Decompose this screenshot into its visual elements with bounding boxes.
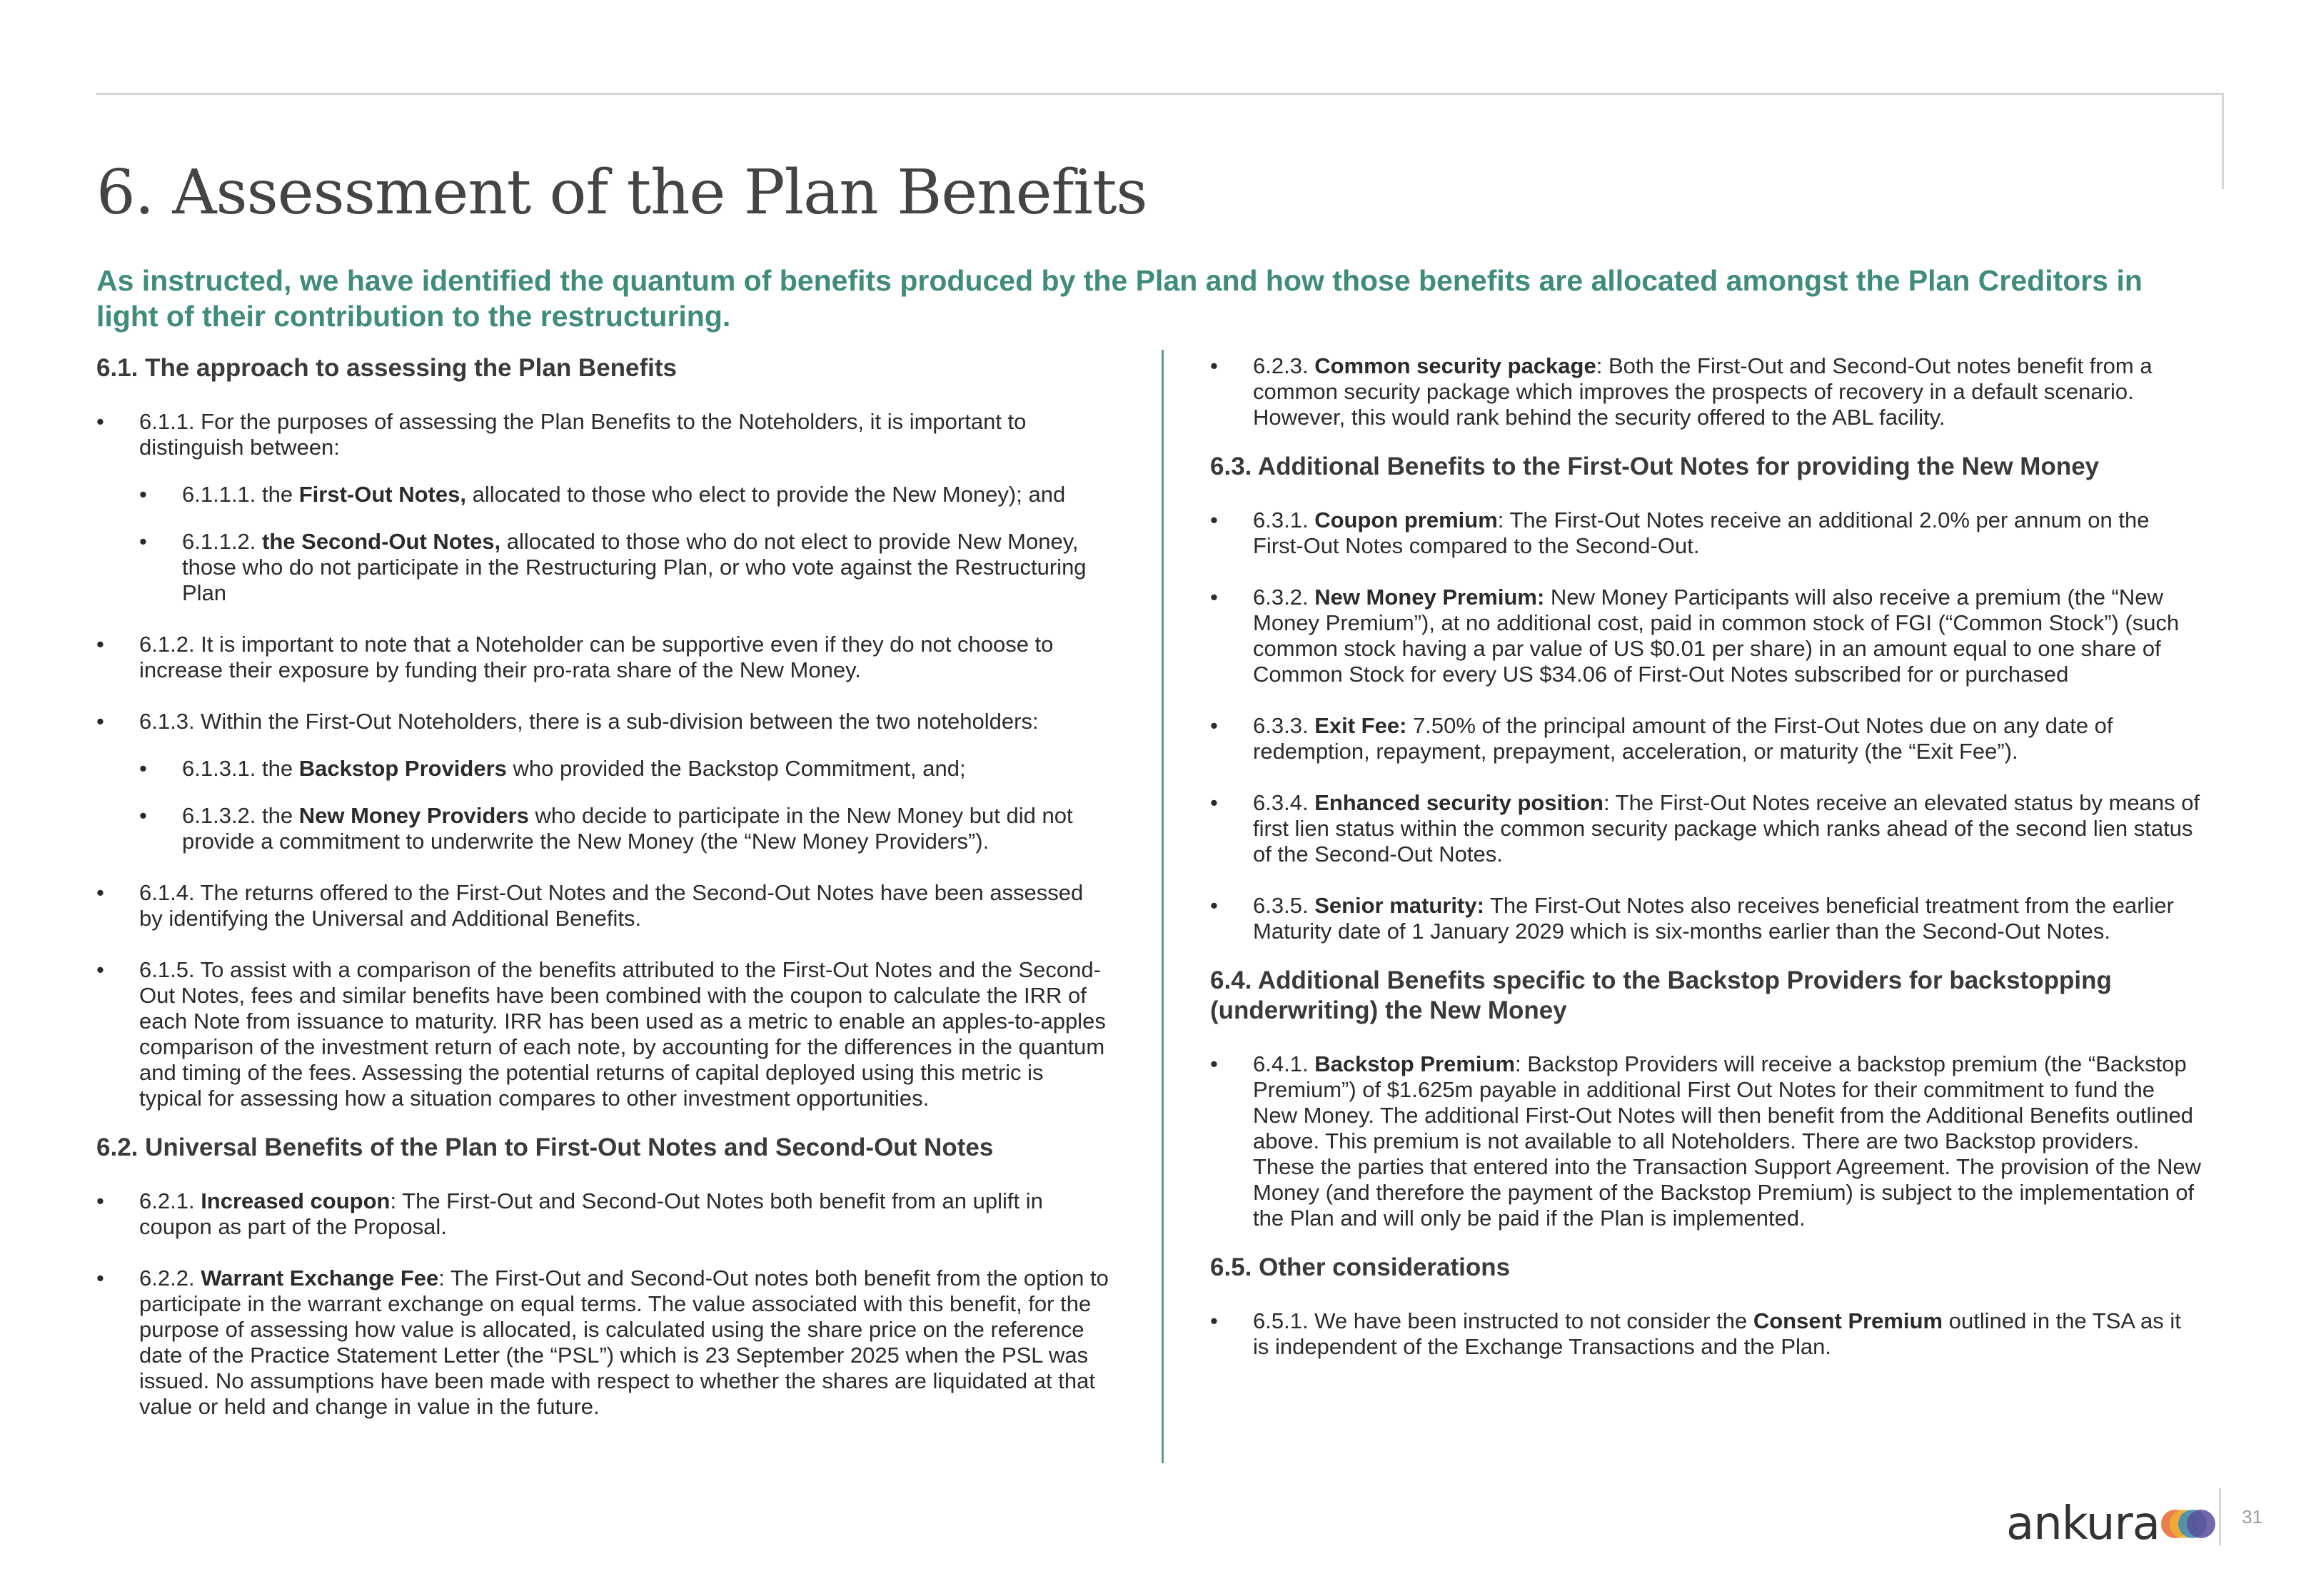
item-6-4-1: • 6.4.1. Backstop Premium: Backstop Providers will receive a backstop premium (the “Backstop Premium”) of $1.625m payable in additional First Out Notes for their commitment to fund the New Money. The additional First-Out Notes will then benefit from the Additional Benefits outlined above. This premium is not available to all Noteholders. There are two Backstop providers. These the parties that entered into the Transaction Support Agreement. The provision of the New Money (and therefore the payment of the Backstop Premium) is subject to the implementation of the Plan and will only be paid if the Plan is implemented. <box>1210 1051 2202 1231</box>
section-6-3-heading: 6.3. Additional Benefits to the First-Out Notes for providing the New Money <box>1210 453 2100 480</box>
sub-list-6-1-1 <box>139 482 1110 606</box>
page-title: 6. Assessment of the Plan Benefits <box>96 157 1147 228</box>
item-6-3-3: • 6.3.3. Exit Fee: 7.50% of the principal amount of the First-Out Notes due on any date of redemption, repayment, prepayment, acceleration, or maturity (the “Exit Fee”). <box>1210 713 2202 764</box>
top-rule-end <box>2222 93 2224 189</box>
item-6-1-4: • 6.1.4. The returns offered to the First-Out Notes and the Second-Out Notes have been assessed by identifying the Universal and Additional Benefits. <box>96 880 1110 931</box>
section-6-4-list <box>1210 1051 2202 1231</box>
section-6-5-heading: 6.5. Other considerations <box>1210 1253 1511 1281</box>
section-6-1-heading: 6.1. The approach to assessing the Plan Benefits <box>96 354 678 382</box>
item-6-1-1: • 6.1.1. For the purposes of assessing the Plan Benefits to the Noteholders, it is important to distinguish between: • 6.1.1.1. the First-Out Notes, allocated to those who elect to provide the New Money); and • 6.1.1.2. the Second-Out Notes, allocated to those who do not elect to provide New Money, those who do not participate in the Restructuring Plan, or who vote against the Restructuring Plan <box>96 409 1110 606</box>
left-column <box>96 353 1110 1420</box>
section-6-2-list-cont <box>1210 353 2202 430</box>
item-6-1-1-2: • 6.1.1.2. the Second-Out Notes, allocated to those who do not elect to provide New Money, those who do not participate in the Restructuring Plan, or who vote against the Restructuring Plan <box>139 529 1110 606</box>
item-6-1-3-1: • 6.1.3.1. the Backstop Providers who provided the Backstop Commitment, and; <box>139 756 1110 782</box>
item-6-5-1: • 6.5.1. We have been instructed to not consider the Consent Premium outlined in the TSA as it is independent of the Exchange Transactions and the Plan. <box>1210 1308 2202 1360</box>
item-6-2-2: • 6.2.2. Warrant Exchange Fee: The First-Out and Second-Out notes both benefit from the option to participate in the warrant exchange on equal terms. The value associated with this benefit, for the purpose of assessing how value is allocated, is calculated using the share price on the reference date of the Practice Statement Letter (the “PSL”) which is 23 September 2025 when the PSL was issued. No assumptions have been made with respect to whether the shares are liquidated at that value or held and change in value in the future. <box>96 1266 1110 1420</box>
top-rule <box>96 93 2224 95</box>
right-column <box>1210 353 2202 1360</box>
page-subtitle: As instructed, we have identified the quantum of benefits produced by the Plan and how those benefits are allocated amongst the Plan Creditors in light of their contribution to the restructuring. <box>96 264 2143 333</box>
section-6-2-list <box>96 1188 1110 1420</box>
logo-wordmark: ankura <box>2006 1497 2160 1550</box>
logo-circles-icon <box>2160 1502 2217 1545</box>
section-6-1-list <box>96 409 1110 1111</box>
section-6-2-heading: 6.2. Universal Benefits of the Plan to First-Out Notes and Second-Out Notes <box>96 1133 994 1161</box>
sub-list-6-1-3 <box>139 756 1110 854</box>
item-6-3-2: • 6.3.2. New Money Premium: New Money Participants will also receive a premium (the “New Money Premium”), at no additional cost, paid in common stock of FGI (“Common Stock”) (such common stock having a par value of US $0.01 per share) in an amount equal to one share of Common Stock for every US $34.06 of First-Out Notes subscribed for or purchased <box>1210 585 2202 687</box>
item-6-1-3-2: • 6.1.3.2. the New Money Providers who decide to participate in the New Money but did not provide a commitment to underwrite the New Money (the “New Money Providers”). <box>139 803 1110 854</box>
item-6-3-4: • 6.3.4. Enhanced security position: The First-Out Notes receive an elevated status by means of first lien status within the common security package which ranks ahead of the second lien status of the Second-Out Notes. <box>1210 790 2202 867</box>
footer-separator <box>2219 1488 2221 1545</box>
ankura-logo <box>2006 1499 2217 1549</box>
section-6-3-list <box>1210 507 2202 944</box>
column-divider <box>1162 350 1164 1463</box>
item-6-1-3: • 6.1.3. Within the First-Out Noteholders, there is a sub-division between the two noteholders: • 6.1.3.1. the Backstop Providers who provided the Backstop Commitment, and; • 6.1.3.2. the New Money Providers who decide to participate in the New Money but did not provide a commitment to underwrite the New Money (the “New Money Providers”). <box>96 709 1110 854</box>
section-6-5-list <box>1210 1308 2202 1360</box>
item-6-3-1: • 6.3.1. Coupon premium: The First-Out Notes receive an additional 2.0% per annum on the First-Out Notes compared to the Second-Out. <box>1210 507 2202 559</box>
item-6-1-5: • 6.1.5. To assist with a comparison of the benefits attributed to the First-Out Notes and the Second-Out Notes, fees and similar benefits have been combined with the coupon to calculate the IRR of each Note from issuance to maturity. IRR has been used as a metric to enable an apples-to-apples comparison of the investment return of each note, by accounting for the differences in the quantum and timing of the fees. Assessing the potential returns of capital deployed using this metric is typical for assessing how a situation compares to other investment opportunities. <box>96 957 1110 1111</box>
item-6-3-5: • 6.3.5. Senior maturity: The First-Out Notes also receives beneficial treatment from the earlier Maturity date of 1 January 2029 which is six-months earlier than the Second-Out Notes. <box>1210 893 2202 944</box>
item-6-2-3: • 6.2.3. Common security package: Both the First-Out and Second-Out notes benefit from a common security package which improves the prospects of recovery in a default scenario. However, this would rank behind the security offered to the ABL facility. <box>1210 353 2202 430</box>
item-6-1-1-1: • 6.1.1.1. the First-Out Notes, allocated to those who elect to provide the New Money); and <box>139 482 1110 507</box>
logo-circle-4 <box>2187 1510 2215 1538</box>
item-6-2-1: • 6.2.1. Increased coupon: The First-Out and Second-Out Notes both benefit from an uplift in coupon as part of the Proposal. <box>96 1188 1110 1240</box>
item-6-1-2: • 6.1.2. It is important to note that a Noteholder can be supportive even if they do not choose to increase their exposure by funding their pro-rata share of the New Money. <box>96 632 1110 683</box>
page-number: 31 <box>2242 1506 2262 1527</box>
section-6-4-heading: 6.4. Additional Benefits specific to the Backstop Providers for backstopping (underwriting) the New Money <box>1210 966 2112 1024</box>
